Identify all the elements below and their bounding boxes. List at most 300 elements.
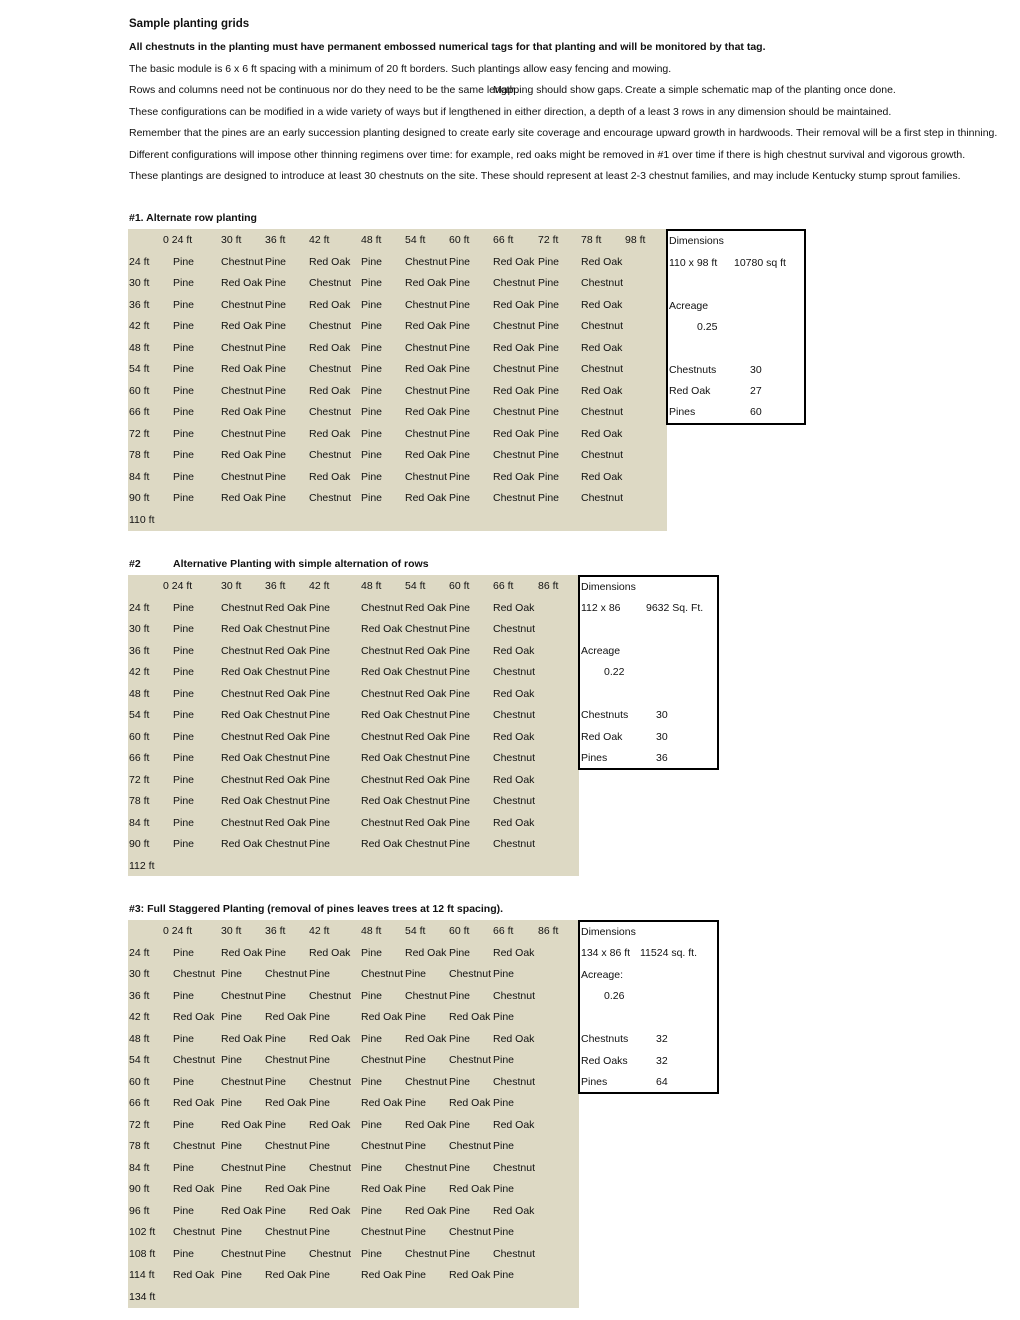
tree-cell: Pine bbox=[449, 427, 471, 440]
tree-cell: Red Oak bbox=[405, 644, 447, 657]
column-header: 0 24 ft bbox=[163, 925, 193, 937]
row-label: 48 ft bbox=[129, 687, 150, 700]
note-line: Rows and columns need not be continuous nor do they need to be the same length. bbox=[129, 84, 519, 96]
tree-cell: Pine bbox=[361, 946, 383, 959]
tree-cell: Pine bbox=[173, 838, 195, 850]
tree-cell: Pine bbox=[173, 644, 195, 657]
tree-cell: Red Oak bbox=[173, 1269, 215, 1281]
tree-cell: Chestnut bbox=[581, 320, 624, 332]
row-label: 108 ft bbox=[129, 1247, 156, 1260]
row-label: 60 ft bbox=[129, 384, 150, 397]
tree-cell: Red Oak bbox=[493, 946, 535, 959]
tree-cell: Red Oak bbox=[221, 449, 263, 461]
tree-cell: Pine bbox=[361, 255, 383, 268]
tree-cell: Pine bbox=[265, 341, 287, 354]
tree-cell: Pine bbox=[361, 1032, 383, 1045]
tree-cell: Pine bbox=[221, 1269, 243, 1281]
tree-cell: Pine bbox=[265, 363, 287, 375]
row-label: 48 ft bbox=[129, 1032, 150, 1045]
tree-cell: Red Oak bbox=[309, 255, 351, 268]
tree-cell: Pine bbox=[173, 341, 195, 354]
tree-cell: Pine bbox=[405, 1183, 427, 1195]
tree-cell: Red Oak bbox=[449, 1269, 491, 1281]
tree-cell: Pine bbox=[449, 1161, 471, 1174]
tree-cell: Chestnut bbox=[405, 1075, 448, 1088]
tree-cell: Red Oak bbox=[493, 773, 535, 786]
tree-cell: Chestnut bbox=[173, 968, 216, 980]
tree-cell: Chestnut bbox=[221, 298, 264, 311]
tree-cell: Red Oak bbox=[493, 601, 535, 614]
note-line: These configurations can be modified in a wide variety of ways but if lengthened in either direction, a depth of a least 3 rows in any dimension should be maintained. bbox=[129, 106, 892, 118]
tree-cell: Red Oak bbox=[493, 470, 535, 483]
tree-cell: Pine bbox=[361, 1204, 383, 1217]
note-line: These plantings are designed to introduce at least 30 chestnuts on the site. These should represent at least 2-3 chestnut families, and may include Kentucky stump sprout families. bbox=[129, 170, 961, 182]
tree-cell: Pine bbox=[309, 709, 331, 721]
tree-cell: Red Oak bbox=[361, 1011, 403, 1023]
column-header: 86 ft bbox=[538, 580, 559, 592]
tree-cell: Pine bbox=[538, 255, 560, 268]
column-header: 54 ft bbox=[405, 580, 426, 592]
tree-cell: Red Oak bbox=[221, 709, 263, 721]
tree-cell: Chestnut bbox=[493, 709, 536, 721]
tree-cell: Pine bbox=[265, 1118, 287, 1131]
tree-cell: Pine bbox=[361, 449, 383, 461]
count-value: 30 bbox=[656, 709, 668, 721]
tree-cell: Chestnut bbox=[221, 1075, 264, 1088]
tree-cell: Pine bbox=[221, 1097, 243, 1109]
tree-cell: Pine bbox=[173, 1204, 195, 1217]
tree-cell: Pine bbox=[309, 601, 331, 614]
tree-cell: Pine bbox=[361, 1247, 383, 1260]
grid-background bbox=[128, 575, 579, 876]
tree-cell: Pine bbox=[309, 623, 331, 635]
tree-cell: Pine bbox=[449, 1032, 471, 1045]
row-label: 54 ft bbox=[129, 709, 150, 721]
tree-cell: Red Oak bbox=[493, 384, 535, 397]
count-label: Pines bbox=[669, 406, 696, 418]
tree-cell: Chestnut bbox=[405, 1161, 448, 1174]
count-value: 32 bbox=[656, 1055, 668, 1067]
tree-cell: Chestnut bbox=[173, 1226, 216, 1238]
tree-cell: Red Oak bbox=[493, 644, 535, 657]
dimensions-value: 110 x 98 ft bbox=[669, 257, 718, 269]
tree-cell: Chestnut bbox=[221, 341, 264, 354]
tree-cell: Chestnut bbox=[221, 1247, 264, 1260]
tree-cell: Chestnut bbox=[581, 406, 624, 418]
tree-cell: Pine bbox=[173, 816, 195, 829]
tree-cell: Chestnut bbox=[265, 1226, 308, 1238]
tree-cell: Chestnut bbox=[493, 623, 536, 635]
tree-cell: Chestnut bbox=[309, 1075, 352, 1088]
tree-cell: Pine bbox=[449, 752, 471, 764]
tree-cell: Pine bbox=[449, 838, 471, 850]
row-label: 36 ft bbox=[129, 644, 150, 657]
row-label: 66 ft bbox=[129, 406, 150, 418]
tree-cell: Chestnut bbox=[449, 1140, 492, 1152]
tree-cell: Chestnut bbox=[581, 277, 624, 289]
tree-cell: Chestnut bbox=[449, 1054, 492, 1066]
tree-cell: Red Oak bbox=[221, 1032, 263, 1045]
tree-cell: Pine bbox=[173, 709, 195, 721]
tree-cell: Red Oak bbox=[361, 1183, 403, 1195]
column-header: 60 ft bbox=[449, 234, 470, 246]
row-label: 66 ft bbox=[129, 1097, 150, 1109]
tree-cell: Pine bbox=[309, 730, 331, 743]
tree-cell: Pine bbox=[538, 427, 560, 440]
column-header: 66 ft bbox=[493, 234, 514, 246]
tree-cell: Red Oak bbox=[309, 1032, 351, 1045]
tree-cell: Pine bbox=[538, 341, 560, 354]
row-label: 42 ft bbox=[129, 320, 150, 332]
count-label: Chestnuts bbox=[581, 709, 629, 721]
tree-cell: Red Oak bbox=[493, 816, 535, 829]
tree-cell: Pine bbox=[405, 1140, 427, 1152]
column-header: 66 ft bbox=[493, 580, 514, 592]
tree-cell: Red Oak bbox=[405, 730, 447, 743]
tree-cell: Red Oak bbox=[265, 687, 307, 700]
tree-cell: Pine bbox=[221, 1011, 243, 1023]
tree-cell: Chestnut bbox=[309, 1247, 352, 1260]
column-header: 30 ft bbox=[221, 234, 242, 246]
tree-cell: Pine bbox=[173, 427, 195, 440]
tree-cell: Pine bbox=[361, 298, 383, 311]
tree-cell: Chestnut bbox=[265, 666, 308, 678]
tree-cell: Red Oak bbox=[221, 320, 263, 332]
tree-cell: Pine bbox=[493, 1011, 515, 1023]
tree-cell: Pine bbox=[309, 1097, 331, 1109]
tree-cell: Red Oak bbox=[221, 946, 263, 959]
tree-cell: Red Oak bbox=[265, 816, 307, 829]
tree-cell: Pine bbox=[173, 730, 195, 743]
tree-cell: Chestnut bbox=[221, 601, 264, 614]
tree-cell: Pine bbox=[221, 968, 243, 980]
tree-cell: Chestnut bbox=[309, 492, 352, 504]
count-value: 27 bbox=[750, 385, 762, 397]
tree-cell: Pine bbox=[173, 320, 195, 332]
acreage-label: Acreage: bbox=[581, 969, 624, 981]
tree-cell: Pine bbox=[173, 384, 195, 397]
row-label: 78 ft bbox=[129, 449, 150, 461]
tree-cell: Pine bbox=[309, 773, 331, 786]
tree-cell: Red Oak bbox=[361, 752, 403, 764]
tree-cell: Chestnut bbox=[361, 1054, 404, 1066]
tree-cell: Pine bbox=[309, 666, 331, 678]
tree-cell: Pine bbox=[221, 1226, 243, 1238]
row-label: 72 ft bbox=[129, 773, 150, 786]
tree-cell: Red Oak bbox=[221, 838, 263, 850]
acreage-value: 0.22 bbox=[604, 666, 625, 678]
tree-cell: Chestnut bbox=[173, 1054, 216, 1066]
tree-cell: Chestnut bbox=[405, 795, 448, 807]
tree-cell: Pine bbox=[265, 1075, 287, 1088]
count-value: 36 bbox=[656, 752, 668, 764]
tree-cell: Pine bbox=[361, 384, 383, 397]
tree-cell: Pine bbox=[265, 427, 287, 440]
tree-cell: Chestnut bbox=[405, 838, 448, 850]
tree-cell: Pine bbox=[173, 1161, 195, 1174]
column-header: 54 ft bbox=[405, 234, 426, 246]
row-label: 110 ft bbox=[129, 513, 155, 526]
tree-cell: Chestnut bbox=[361, 644, 404, 657]
row-label: 78 ft bbox=[129, 795, 150, 807]
tree-cell: Pine bbox=[405, 1269, 427, 1281]
tree-cell: Red Oak bbox=[581, 427, 623, 440]
tree-cell: Pine bbox=[361, 1075, 383, 1088]
acreage-value: 0.25 bbox=[697, 321, 718, 333]
tree-cell: Chestnut bbox=[361, 1226, 404, 1238]
tree-cell: Pine bbox=[449, 601, 471, 614]
column-header: 60 ft bbox=[449, 580, 470, 592]
tree-cell: Red Oak bbox=[405, 406, 447, 418]
tree-cell: Red Oak bbox=[581, 470, 623, 483]
tree-cell: Pine bbox=[361, 989, 383, 1002]
tree-cell: Red Oak bbox=[221, 752, 263, 764]
tree-cell: Red Oak bbox=[493, 1118, 535, 1131]
tree-cell: Pine bbox=[449, 298, 471, 311]
tree-cell: Pine bbox=[309, 816, 331, 829]
count-label: Chestnuts bbox=[669, 364, 717, 376]
row-label: 90 ft bbox=[129, 492, 150, 504]
row-label: 78 ft bbox=[129, 1140, 150, 1152]
tree-cell: Chestnut bbox=[221, 773, 264, 786]
row-label: 36 ft bbox=[129, 298, 150, 311]
tree-cell: Pine bbox=[405, 1054, 427, 1066]
area-value: 11524 sq. ft. bbox=[640, 947, 698, 959]
dimensions-value: 112 x 86 bbox=[581, 602, 621, 614]
row-label: 84 ft bbox=[129, 1161, 150, 1174]
tree-cell: Red Oak bbox=[405, 1204, 447, 1217]
tree-cell: Chestnut bbox=[265, 838, 308, 850]
tree-cell: Red Oak bbox=[221, 1204, 263, 1217]
tree-cell: Pine bbox=[309, 1269, 331, 1281]
tree-cell: Pine bbox=[361, 341, 383, 354]
tree-cell: Pine bbox=[265, 1161, 287, 1174]
tree-cell: Pine bbox=[405, 968, 427, 980]
tree-cell: Pine bbox=[173, 601, 195, 614]
tree-cell: Pine bbox=[449, 277, 471, 289]
row-label: 36 ft bbox=[129, 989, 150, 1002]
tree-cell: Chestnut bbox=[361, 773, 404, 786]
tree-cell: Pine bbox=[449, 1204, 471, 1217]
column-header: 86 ft bbox=[538, 925, 559, 937]
tree-cell: Red Oak bbox=[405, 816, 447, 829]
tree-cell: Chestnut bbox=[449, 968, 492, 980]
tree-cell: Chestnut bbox=[221, 427, 264, 440]
grid-background bbox=[128, 229, 667, 531]
count-label: Chestnuts bbox=[581, 1033, 629, 1045]
tree-cell: Pine bbox=[449, 320, 471, 332]
tree-cell: Red Oak bbox=[309, 298, 351, 311]
tree-cell: Pine bbox=[173, 1032, 195, 1045]
tree-cell: Pine bbox=[538, 470, 560, 483]
tree-cell: Pine bbox=[265, 1032, 287, 1045]
row-label: 102 ft bbox=[129, 1226, 156, 1238]
tree-cell: Chestnut bbox=[361, 687, 404, 700]
tree-cell: Pine bbox=[173, 1118, 195, 1131]
tree-cell: Pine bbox=[449, 773, 471, 786]
count-label: Red Oaks bbox=[581, 1055, 628, 1067]
tree-cell: Red Oak bbox=[405, 320, 447, 332]
tree-cell: Pine bbox=[309, 687, 331, 700]
tree-cell: Pine bbox=[449, 795, 471, 807]
tree-cell: Pine bbox=[173, 687, 195, 700]
row-label: 24 ft bbox=[129, 946, 150, 959]
tree-cell: Red Oak bbox=[221, 666, 263, 678]
row-label: 48 ft bbox=[129, 341, 150, 354]
tree-cell: Chestnut bbox=[493, 1161, 536, 1174]
tree-cell: Chestnut bbox=[493, 838, 536, 850]
tree-cell: Red Oak bbox=[405, 1118, 447, 1131]
tree-cell: Pine bbox=[309, 1011, 331, 1023]
column-header: 78 ft bbox=[581, 234, 602, 246]
note-line: The basic module is 6 x 6 ft spacing with a minimum of 20 ft borders. Such plantings allow easy fencing and mowing. bbox=[129, 63, 672, 75]
note-line: Remember that the pines are an early succession planting designed to create early site coverage and encourage upward growth in hardwoods. Their removal will be a first step in thinning. bbox=[129, 127, 998, 139]
tree-cell: Red Oak bbox=[581, 298, 623, 311]
tree-cell: Pine bbox=[538, 449, 560, 461]
row-label: 66 ft bbox=[129, 752, 150, 764]
tree-cell: Chestnut bbox=[221, 1161, 264, 1174]
tree-cell: Pine bbox=[449, 989, 471, 1002]
tree-cell: Red Oak bbox=[405, 363, 447, 375]
tree-cell: Pine bbox=[309, 644, 331, 657]
tree-cell: Chestnut bbox=[493, 449, 536, 461]
row-label: 30 ft bbox=[129, 968, 150, 980]
tree-cell: Pine bbox=[173, 298, 195, 311]
tree-cell: Red Oak bbox=[309, 384, 351, 397]
tree-cell: Pine bbox=[173, 666, 195, 678]
row-label: 90 ft bbox=[129, 838, 150, 850]
count-value: 60 bbox=[750, 406, 762, 418]
tree-cell: Pine bbox=[173, 773, 195, 786]
tree-cell: Chestnut bbox=[265, 709, 308, 721]
count-label: Pines bbox=[581, 1076, 608, 1088]
tree-cell: Pine bbox=[449, 492, 471, 504]
tree-cell: Chestnut bbox=[405, 255, 448, 268]
tree-cell: Chestnut bbox=[221, 989, 264, 1002]
grid-title-detail: Alternative Planting with simple alternation of rows bbox=[173, 558, 429, 570]
tree-cell: Chestnut bbox=[405, 709, 448, 721]
tree-cell: Pine bbox=[265, 492, 287, 504]
tree-cell: Chestnut bbox=[405, 989, 448, 1002]
note-line: Create a simple schematic map of the planting once done. bbox=[625, 84, 896, 96]
tree-cell: Chestnut bbox=[265, 623, 308, 635]
tree-cell: Chestnut bbox=[221, 470, 264, 483]
tree-cell: Pine bbox=[265, 384, 287, 397]
tree-cell: Chestnut bbox=[173, 1140, 216, 1152]
tree-cell: Chestnut bbox=[309, 1161, 352, 1174]
column-header: 36 ft bbox=[265, 580, 286, 592]
tree-cell: Red Oak bbox=[361, 838, 403, 850]
row-label: 60 ft bbox=[129, 1075, 150, 1088]
column-header: 72 ft bbox=[538, 234, 559, 246]
row-label: 96 ft bbox=[129, 1204, 150, 1217]
tree-cell: Pine bbox=[493, 1269, 515, 1281]
column-header: 42 ft bbox=[309, 234, 330, 246]
tree-cell: Pine bbox=[265, 449, 287, 461]
tree-cell: Pine bbox=[309, 1054, 331, 1066]
column-header: 98 ft bbox=[625, 234, 646, 246]
tree-cell: Red Oak bbox=[173, 1097, 215, 1109]
column-header: 60 ft bbox=[449, 925, 470, 937]
tree-cell: Chestnut bbox=[221, 644, 264, 657]
tree-cell: Pine bbox=[265, 989, 287, 1002]
tree-cell: Pine bbox=[493, 1054, 515, 1066]
tree-cell: Chestnut bbox=[361, 968, 404, 980]
tree-cell: Chestnut bbox=[493, 752, 536, 764]
tree-cell: Chestnut bbox=[493, 363, 536, 375]
tree-cell: Chestnut bbox=[405, 470, 448, 483]
tree-cell: Red Oak bbox=[493, 427, 535, 440]
tree-cell: Pine bbox=[309, 968, 331, 980]
row-label: 72 ft bbox=[129, 427, 150, 440]
tree-cell: Pine bbox=[449, 946, 471, 959]
tree-cell: Red Oak bbox=[581, 341, 623, 354]
tree-cell: Chestnut bbox=[405, 298, 448, 311]
tree-cell: Pine bbox=[361, 470, 383, 483]
tree-cell: Pine bbox=[361, 1118, 383, 1131]
grid-title: #3: Full Staggered Planting (removal of pines leaves trees at 12 ft spacing). bbox=[129, 903, 504, 915]
row-label: 30 ft bbox=[129, 623, 150, 635]
tree-cell: Chestnut bbox=[221, 816, 264, 829]
tree-cell: Chestnut bbox=[265, 1054, 308, 1066]
tree-cell: Chestnut bbox=[581, 492, 624, 504]
tree-cell: Red Oak bbox=[221, 795, 263, 807]
tree-cell: Chestnut bbox=[221, 730, 264, 743]
tree-cell: Red Oak bbox=[405, 687, 447, 700]
tree-cell: Red Oak bbox=[493, 255, 535, 268]
tree-cell: Red Oak bbox=[405, 601, 447, 614]
area-value: 10780 sq ft bbox=[734, 257, 786, 269]
column-header: 48 ft bbox=[361, 925, 382, 937]
tree-cell: Pine bbox=[538, 320, 560, 332]
tree-cell: Pine bbox=[449, 341, 471, 354]
row-label: 72 ft bbox=[129, 1118, 150, 1131]
tree-cell: Chestnut bbox=[309, 989, 352, 1002]
tree-cell: Pine bbox=[493, 1183, 515, 1195]
tree-cell: Red Oak bbox=[405, 773, 447, 786]
tree-cell: Red Oak bbox=[265, 730, 307, 743]
tree-cell: Red Oak bbox=[493, 298, 535, 311]
tree-cell: Chestnut bbox=[493, 1247, 536, 1260]
tree-cell: Pine bbox=[173, 449, 195, 461]
tree-cell: Red Oak bbox=[221, 363, 263, 375]
tree-cell: Pine bbox=[173, 255, 195, 268]
row-label: 24 ft bbox=[129, 601, 150, 614]
tree-cell: Pine bbox=[265, 320, 287, 332]
tree-cell: Pine bbox=[173, 1075, 195, 1088]
tree-cell: Chestnut bbox=[265, 795, 308, 807]
tree-cell: Pine bbox=[405, 1097, 427, 1109]
row-label: 90 ft bbox=[129, 1183, 150, 1195]
tree-cell: Red Oak bbox=[221, 492, 263, 504]
count-label: Red Oak bbox=[669, 385, 711, 397]
tree-cell: Red Oak bbox=[265, 601, 307, 614]
tree-cell: Red Oak bbox=[265, 1269, 307, 1281]
tree-cell: Red Oak bbox=[361, 795, 403, 807]
row-label: 42 ft bbox=[129, 1011, 150, 1023]
tree-cell: Red Oak bbox=[405, 449, 447, 461]
tree-cell: Pine bbox=[361, 492, 383, 504]
tree-cell: Pine bbox=[538, 298, 560, 311]
tree-cell: Chestnut bbox=[309, 320, 352, 332]
column-header: 30 ft bbox=[221, 925, 242, 937]
tree-cell: Chestnut bbox=[361, 730, 404, 743]
tree-cell: Pine bbox=[449, 363, 471, 375]
tree-cell: Pine bbox=[449, 384, 471, 397]
column-header: 36 ft bbox=[265, 234, 286, 246]
tree-cell: Red Oak bbox=[581, 384, 623, 397]
tree-cell: Chestnut bbox=[581, 449, 624, 461]
